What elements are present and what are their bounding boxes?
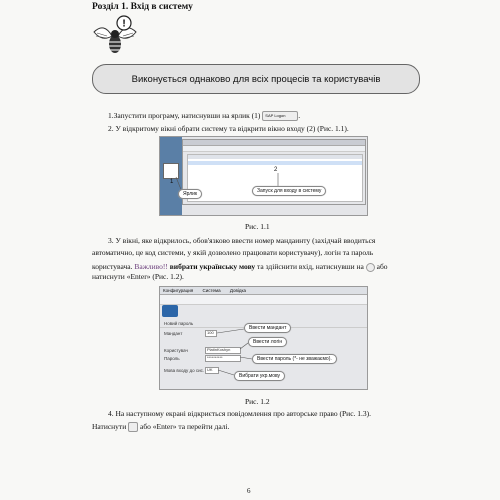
figure-1-2 [159, 286, 368, 390]
section-heading: Розділ 1. Вхід в систему [92, 2, 193, 12]
mandant-label: Мандант [164, 331, 183, 336]
step-3-text-d: та здійснити вхід, натиснувши на [257, 262, 364, 271]
step-3-line-2: автоматично, це код системи, у якій дозволено працювати користувачу), логін та пароль [92, 248, 374, 257]
step-3-text-e: або [376, 262, 388, 271]
shortcut-label: SAP Logon [265, 113, 286, 119]
callout-shortcut: Ярлик [178, 189, 202, 199]
callout-language: Вибрати укр.мову [234, 371, 285, 381]
new-password-button[interactable]: Новий пароль [164, 321, 194, 326]
step-4-line-2 [92, 421, 229, 432]
step-3-line-4: натиснути «Enter» (Рис. 1.2). [92, 272, 184, 281]
language-label: Мова входу до сис. [164, 368, 205, 373]
choose-ukrainian-label: вибрати українську мову [169, 262, 256, 271]
step-3-line-1: 3. У вікні, яке відкрилось, обов'язково ввести номер мандаинту (західчай вводиться [108, 236, 376, 245]
password-label: Пароль [164, 356, 180, 361]
user-label: Користувач [164, 348, 188, 353]
info-banner: Виконується однаково для всіх процесів та користувачів [92, 64, 420, 94]
step-2-text: 2. У відкритому вікні обрати систему та відкрити вікно входу (2) (Рис. 1.1). [108, 124, 349, 133]
bee-warning-icon [92, 14, 138, 58]
user-value: PlatinKoshyn [207, 347, 231, 352]
menu-item-help[interactable]: Довідка [229, 288, 247, 293]
callout-password: Ввести пароль (*- не зважаємо). [252, 354, 337, 364]
step-1-end: . [298, 111, 301, 120]
callout-login: Ввести логін [248, 337, 287, 347]
menu-item-config[interactable]: Конфигурация [163, 288, 194, 293]
page-number: 6 [247, 487, 251, 495]
step-4-text-b: або «Enter» та перейти далі. [139, 422, 230, 431]
checkmark-button-icon [128, 422, 138, 432]
step-4-text-a: Натиснути [92, 422, 127, 431]
menu-item-system[interactable]: Система [202, 288, 221, 293]
enter-check-icon [366, 263, 375, 272]
svg-text:!: ! [122, 18, 126, 30]
step-1-line [108, 110, 300, 121]
step-3-text-a: користувача. [92, 262, 133, 271]
callout-mandant: Ввести мандант [244, 323, 291, 333]
sap-logon-shortcut-icon [262, 111, 301, 121]
figure-1-2-caption: Рис. 1.2 [245, 397, 270, 406]
step-1-text: 1.Запустити програму, натиснувши на ярлик (1) [108, 111, 261, 120]
callout-lines [160, 137, 367, 215]
marker-2: 2 [274, 167, 278, 173]
figure-1-1 [159, 136, 368, 216]
marker-1: 1 [170, 179, 174, 185]
step-4-line-1: 4. На наступному екрані відкриється повідомлення про авторське право (Рис. 1.3). [108, 409, 372, 418]
mandant-value: 100 [207, 330, 214, 335]
important-label: Важливо!! [134, 262, 168, 271]
language-value: UK [207, 367, 213, 372]
figure-1-1-caption: Рис. 1.1 [245, 222, 270, 231]
password-value: ********** [207, 355, 223, 360]
callout-launch: Запуск для входу в систему [252, 186, 326, 196]
